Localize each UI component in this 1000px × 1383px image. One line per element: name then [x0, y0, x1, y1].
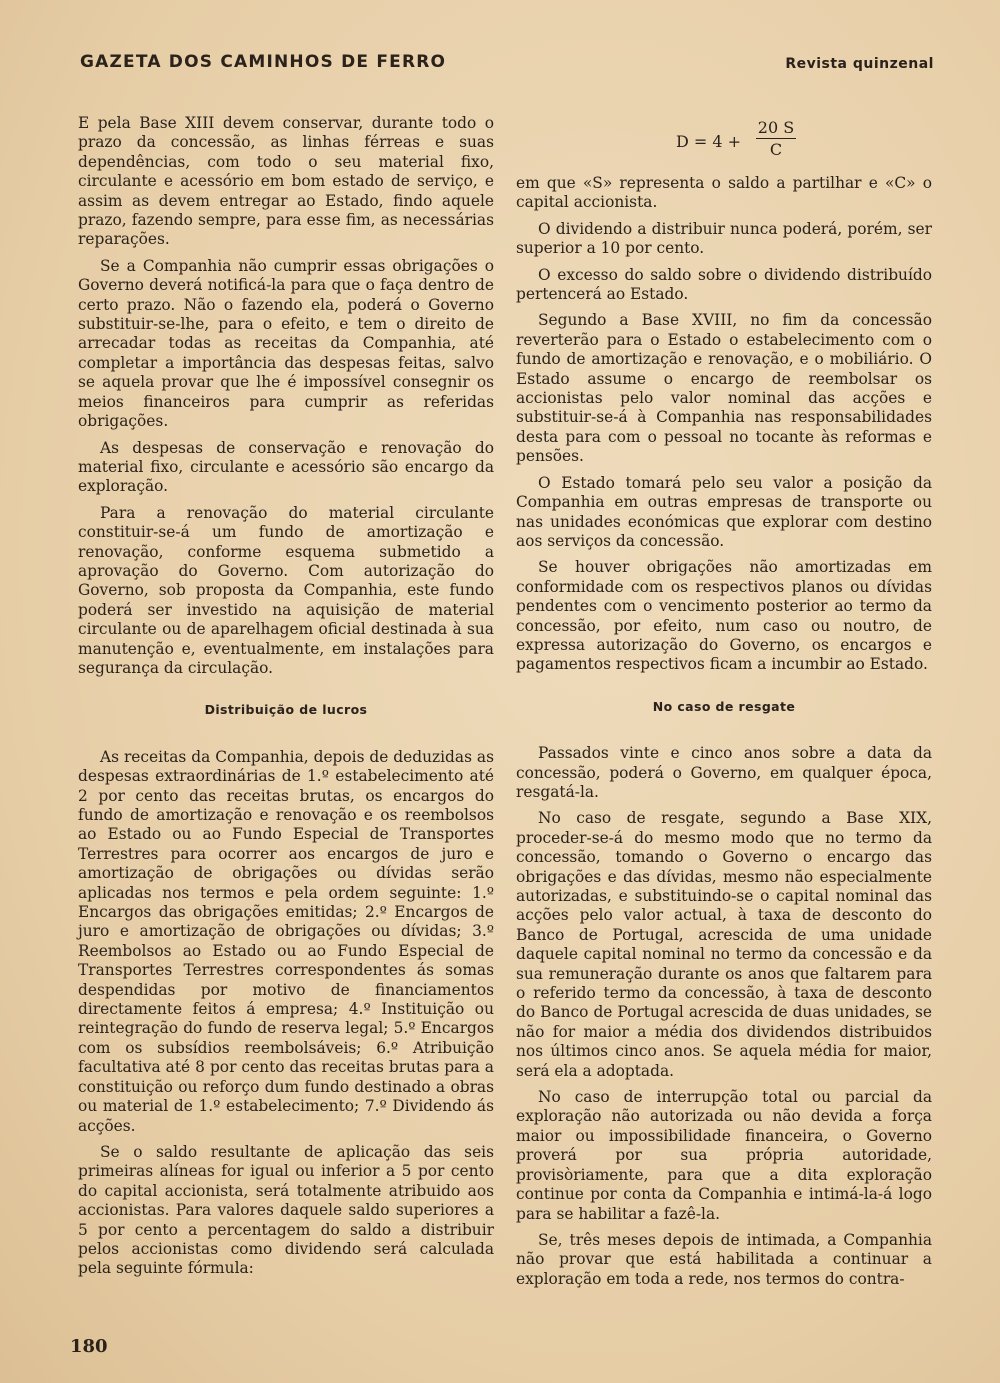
paragraph: Passados vinte e cinco anos sobre a data da concessão, poderá o Governo, em qualquer época, resgatá-la. — [516, 744, 932, 801]
paragraph: No caso de interrupção total ou parcial da exploração não autorizada ou não devida a força maior ou impossibilidade financeira, o Governo proverá por sua própria autoridade, provisòriamente, para que a dita exploração continue por conta da Companhia e intimá-la-á logo para se habilitar a fazê-la. — [516, 1088, 932, 1223]
paragraph: Se houver obrigações não amortizadas em conformidade com os respectivos planos ou dívidas pendentes com o vencimento posterior ao termo da concessão, por efeito, num caso ou noutro, de expressa autorização do Governo, os encargos e pagamentos respectivos ficam a incumbir ao Estado. — [516, 558, 932, 674]
section-heading: No caso de resgate — [652, 698, 796, 714]
paragraph: Segundo a Base XVIII, no fim da concessão reverterão para o Estado o estabelecimento com o fundo de amortização e renovação, e o mobiliário. O Estado assume o encargo de reembolsar os accionistas pelo valor nominal das acções e substituir-se-á à Companhia nas responsabilidades desta para com o pessoal no tocante às reformas e pensões. — [516, 311, 932, 466]
right-column — [516, 118, 932, 1296]
paragraph: Se o saldo resultante de aplicação das seis primeiras alíneas for igual ou inferior a 5 por cento do capital accionista, será totalmente atribuido aos accionistas. Para valores daquele saldo superiores a 5 por cento a percentagem do saldo a distribuir pelos accionistas como dividendo será calculada pela seguinte fórmula: — [78, 1142, 494, 1278]
paragraph: As receitas da Companhia, depois de deduzidas as despesas extraordinárias de 1.º estabelecimento até 2 por cento das receitas brutas, os encargos do fundo de amortização e renovação e os reembolsos ao Estado ou ao Fundo Especial de Transportes Terrestres para ocorrer aos encargos de juro e amortização de obrigações ou dívidas serão aplicadas nos termos e pela ordem seguinte: 1.º Encargos das obrigações emitidas; 2.º Encargos de juro e amortização de obrigações ou dívidas; 3.º Reembolsos ao Estado ou ao Fundo Especial de Transportes Terrestres correspondentes ás somas despendidas por motivo de financiamentos directamente feitos á empresa; 4.º Instituição ou reintegração do fundo de reserva legal; 5.º Encargos com os subsídios reembolsáveis; 6.º Atribuição facultativa até 8 por cento das receitas brutas para a constituição ou reforço dum fundo destinado a obras ou material de 1.º estabelecimento; 7.º Dividendo ás acções. — [78, 747, 494, 1135]
paragraph: O Estado tomará pelo seu valor a posição da Companhia em outras empresas de transporte ou nas unidades económicas que explorar com destino aos serviços da concessão. — [516, 473, 932, 550]
paragraph: Se a Companhia não cumprir essas obrigações o Governo deverá notificá-la para que o faça dentro de certo prazo. Não o fazendo ela, poderá o Governo substituir-se-lhe, para o efeito, e tem o direito de arrecadar todas as receitas da Companhia, até completar a importância das despesas feitas, salvo se aquela provar que lhe é impossível consegnir os meios financeiros para cumprir as referidas obrigações. — [78, 256, 494, 431]
journal-title: GAZETA DOS CAMINHOS DE FERRO — [80, 52, 447, 72]
paragraph: E pela Base XIII devem conservar, durante todo o prazo da concessão, as linhas férreas e suas dependências, com todo o seu material fixo, circulante e acessório em bom estado de serviço, e assim as devem entregar ao Estado, findo aquele prazo, fazendo sempre, para esse fim, as necessárias reparações. — [78, 114, 494, 249]
paragraph: No caso de resgate, segundo a Base XIX, proceder-se-á do mesmo modo que no termo da concessão, tomando o Governo o encargo das obrigações e das dívidas, mesmo não especialmente autorizadas, e substituindo-se o capital nominal das acções pelo valor actual, à taxa de desconto do Banco de Portugal, acrescida de uma unidade daquele capital nominal no termo da concessão e da sua remuneração durante os anos que faltarem para o referido termo da concessão, à taxa de desconto do Banco de Portugal acrescida de duas unidades, se não for maior a média dos dividendos distribuidos nos últimos cinco anos. Se aquela média for maior, será ela a adoptada. — [516, 809, 932, 1080]
section-heading: Distribuição de lucros — [204, 702, 368, 718]
formula-numerator: 20 S — [756, 118, 796, 139]
paragraph: Se, três meses depois de intimada, a Companhia não provar que está habilitada a continuar a exploração em toda a rede, nos termos do contra- — [516, 1230, 932, 1288]
dividend-formula — [516, 118, 932, 162]
journal-subtitle: Revista quinzenal — [785, 56, 934, 72]
paragraph: em que «S» representa o saldo a partilhar e «C» o capital accionista. — [516, 174, 932, 212]
page-number: 180 — [70, 1336, 108, 1357]
paragraph: Para a renovação do material circulante constituir-se-á um fundo de amortização e renovação, conforme esquema submetido a aprovação do Governo. Com autorização do Governo, sob proposta da Companhia, este fundo poderá ser investido na aquisição de material circulante ou de aparelhagem oficial destinada à sua manutenção e, eventualmente, em instalações para segurança da circulação. — [78, 503, 494, 677]
left-column — [78, 114, 494, 1286]
formula-denominator: C — [769, 140, 783, 160]
formula-fraction — [756, 118, 796, 160]
paragraph: As despesas de conservação e renovação do material fixo, circulante e acessório são encargo da exploração. — [78, 438, 494, 496]
formula-lhs: D = 4 + — [676, 132, 742, 151]
paragraph: O excesso do saldo sobre o dividendo distribuído pertencerá ao Estado. — [516, 265, 932, 304]
paragraph: O dividendo a distribuir nunca poderá, porém, ser superior a 10 por cento. — [516, 219, 932, 258]
